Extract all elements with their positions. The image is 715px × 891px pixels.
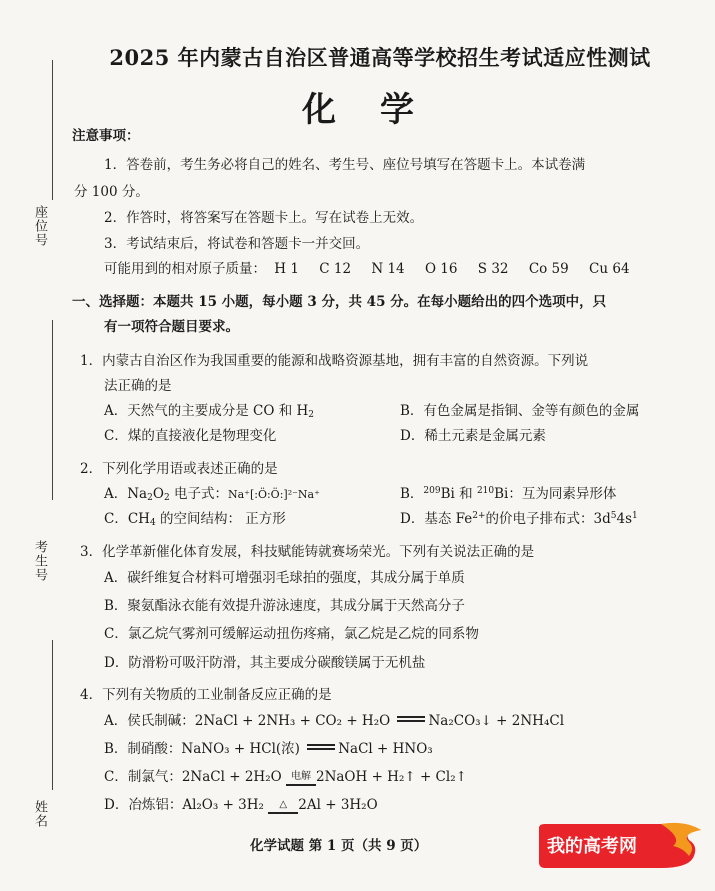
page-footer: 化学试题 第 1 页（共 9 页） (250, 838, 428, 854)
reactants: NaNO₃ + HCl(浓) (181, 741, 300, 757)
products: Na₂CO₃↓ + 2NH₄Cl (428, 713, 565, 729)
atomic-mass-item: O 16 (424, 261, 458, 277)
atomic-mass-item: N 14 (371, 261, 405, 277)
name-label: 姓名 (32, 800, 47, 828)
question-2-stem: 2．下列化学用语或表述正确的是 (80, 461, 278, 477)
question-1-option-c: C．煤的直接液化是物理变化 (104, 428, 277, 444)
option-label: A．侯氏制碱： (104, 713, 195, 729)
subscript: 2 (163, 493, 170, 503)
section-1-heading-cont: 有一项符合题目要求。 (104, 319, 239, 335)
electron-formula: Na⁺[:Ö:Ö:]²⁻Na⁺ (227, 488, 320, 501)
reactants: Al₂O₃ + 3H₂ (182, 797, 264, 813)
subscript: 4 (149, 518, 156, 528)
question-1-stem-cont: 法正确的是 (104, 378, 172, 394)
question-1-option-d: D．稀土元素是金属元素 (400, 428, 546, 444)
option-text: D．基态 Fe (400, 511, 473, 527)
seat-number-label: 座位号 (32, 205, 47, 247)
question-4-option-a (104, 709, 564, 729)
question-1-option-a (104, 399, 314, 420)
question-3-stem: 3．化学革新催化体育发展，科技赋能铸就赛场荣光。下列有关说法正确的是 (80, 544, 535, 560)
superscript: 1 (632, 511, 638, 521)
option-text: O (152, 486, 164, 502)
margin-rule (52, 320, 53, 500)
question-2-option-d (400, 507, 638, 527)
products: 2NaOH + H₂↑ + Cl₂↑ (315, 769, 467, 785)
question-4-option-b (104, 737, 433, 757)
exam-number-label: 考生号 (32, 540, 47, 582)
question-4-stem: 4．下列有关物质的工业制备反应正确的是 (80, 687, 332, 703)
products: NaCl + HNO₃ (338, 741, 433, 757)
atomic-mass-line (104, 257, 646, 277)
condition-text: 电解 (290, 771, 311, 782)
condition-text: △ (279, 799, 288, 810)
option-text: 的价电子排布式：3d (485, 511, 611, 527)
question-3-option-b: B．聚氨酯泳衣能有效提升游泳速度，其成分属于天然高分子 (104, 598, 465, 614)
option-label: B．制硝酸： (104, 741, 182, 757)
option-text: Bi 和 (440, 486, 477, 502)
atomic-mass-item: H 1 (274, 261, 299, 277)
section-1-heading: 一、选择题：本题共 15 小题，每小题 3 分，共 45 分。在每小题给出的四个选项中，只 (72, 294, 607, 310)
option-label: D．冶炼铝： (104, 797, 183, 813)
reactants: 2NaCl + 2NH₃ + CO₂ + H₂O (194, 713, 391, 729)
superscript: 2+ (472, 511, 486, 521)
question-1-option-b: B．有色金属是指铜、金等有颜色的金属 (400, 403, 640, 419)
products: 2Al + 3H₂O (298, 797, 378, 813)
question-2-option-b (400, 482, 616, 502)
notice-item-1: 1．答卷前，考生务必将自己的姓名、考生号、座位号填写在答题卡上。本试卷满 (104, 157, 586, 173)
atomic-mass-intro: 可能用到的相对原子质量： (104, 261, 266, 277)
superscript: 209 (423, 486, 441, 496)
superscript: 210 (476, 486, 495, 496)
option-text: C．CH (104, 511, 150, 527)
margin-rule (52, 640, 53, 790)
reactants: 2NaCl + 2H₂O (181, 769, 282, 785)
notice-heading: 注意事项： (72, 128, 140, 144)
option-text: A．天然气的主要成分是 CO 和 H (104, 403, 309, 419)
option-text: 的空间结构： 正方形 (155, 511, 286, 527)
question-2-option-c (104, 507, 286, 528)
question-4-option-c (104, 765, 467, 786)
subscript: 2 (147, 493, 153, 503)
reaction-condition (286, 772, 316, 786)
question-1-stem: 1．内蒙古自治区作为我国重要的能源和战略资源基地，拥有丰富的自然资源。下列说 (80, 353, 589, 369)
atomic-mass-item: Co 59 (528, 261, 569, 277)
notice-item-3: 3．考试结束后，将试卷和答题卡一并交回。 (104, 236, 370, 252)
margin-rule (52, 60, 53, 200)
question-4-option-d (104, 793, 378, 814)
superscript: 5 (610, 511, 617, 521)
atomic-mass-item: S 32 (477, 261, 509, 277)
atomic-mass-item: Cu 64 (589, 261, 630, 277)
site-logo (533, 818, 703, 874)
question-3-option-a: A．碳纤维复合材料可增强羽毛球拍的强度，其成分属于单质 (104, 570, 465, 586)
exam-title: 2025 年内蒙古自治区普通高等学校招生考试适应性测试 (109, 45, 651, 70)
question-3-option-c: C．氯乙烷气雾剂可缓解运动扭伤疼痛，氯乙烷是乙烷的同系物 (104, 626, 479, 642)
option-text: 电子式： (169, 486, 228, 502)
question-3-option-d: D．防滑粉可吸汗防滑，其主要成分碳酸镁属于无机盐 (104, 655, 426, 671)
equals-sign (397, 716, 425, 722)
question-2-option-a (104, 482, 320, 503)
notice-item-2: 2．作答时，将答案写在答题卡上。写在试卷上无效。 (104, 210, 424, 226)
atomic-mass-item: C 12 (319, 261, 352, 277)
option-text: B． (400, 486, 424, 502)
subject-title: 化学 (302, 90, 458, 130)
subscript: 2 (308, 410, 315, 420)
equals-sign (307, 744, 335, 750)
option-text: 4s (616, 511, 633, 527)
logo-text: 我的高考网 (547, 836, 637, 857)
option-text: A．Na (104, 486, 148, 502)
reaction-condition (268, 800, 298, 814)
option-label: C．制氯气： (104, 769, 182, 785)
notice-item-1-cont: 分 100 分。 (74, 184, 149, 200)
option-text: Bi：互为同素异形体 (494, 486, 617, 502)
